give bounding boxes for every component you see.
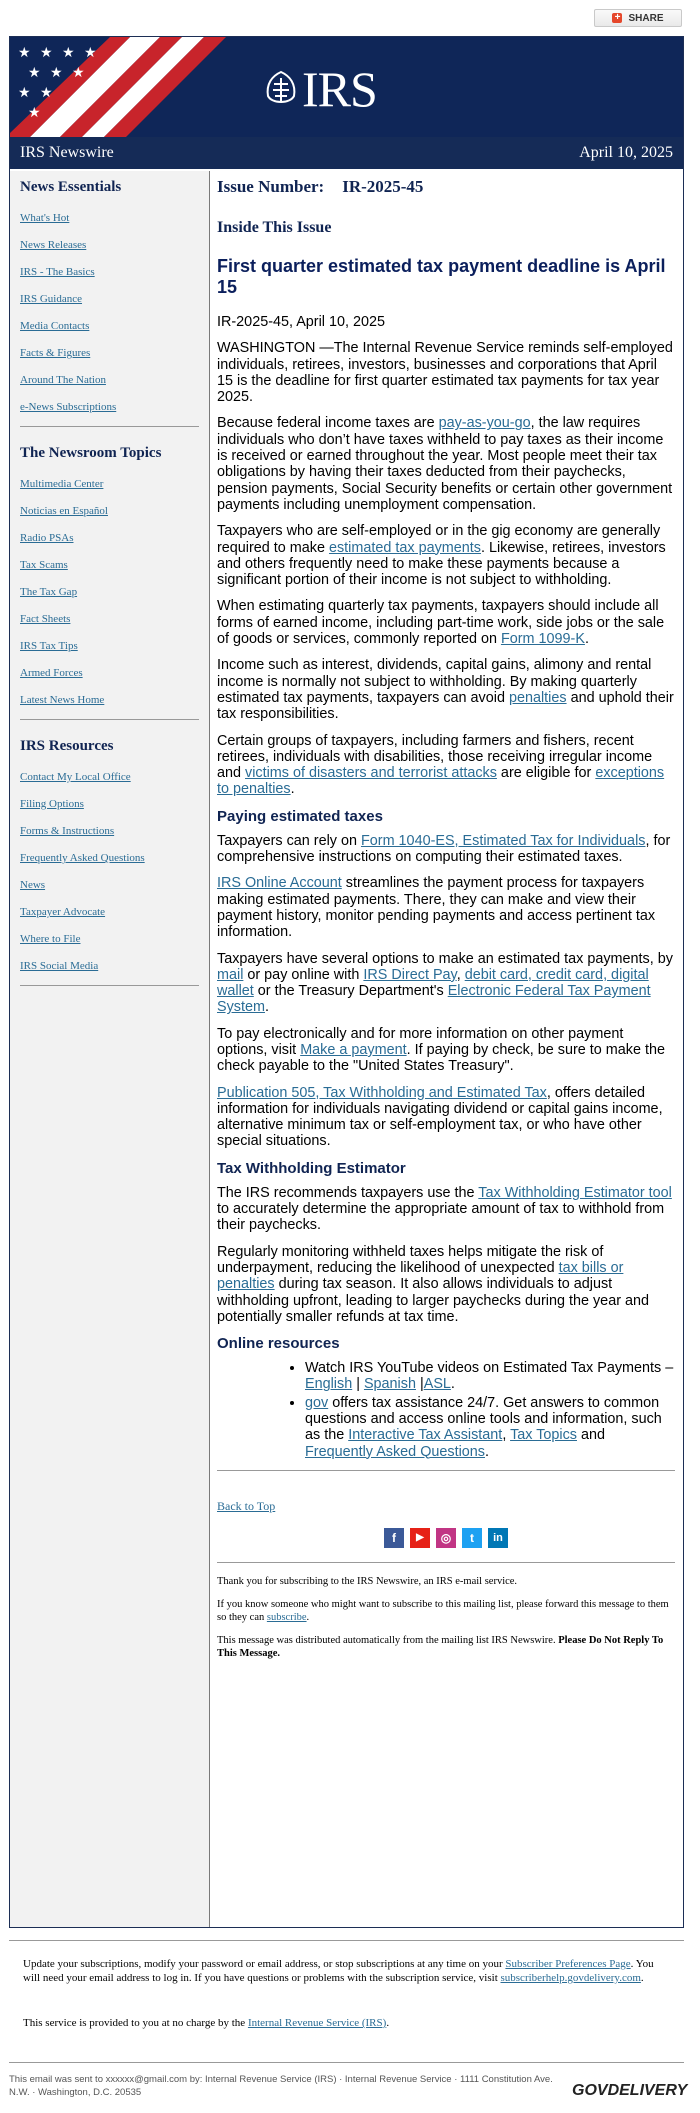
paragraph: WASHINGTON —The Internal Revenue Service reminds self-employed individuals, retirees, investors, businesses and corporations that April 15 is the deadline for first quarter estimated tax payments for tax year 2025.	[217, 340, 673, 406]
withholding-estimator-link[interactable]: Tax Withholding Estimator tool	[478, 1184, 672, 1201]
svg-text:★: ★	[18, 86, 31, 101]
penalty-exceptions-link[interactable]: exceptions to penalties	[217, 765, 665, 798]
subscriber-preferences-link[interactable]: Subscriber Preferences Page	[505, 1958, 631, 1970]
sidebar-link[interactable]: Latest News Home	[20, 694, 105, 706]
sidebar-section-title: News Essentials	[20, 179, 122, 195]
linkedin-icon[interactable]: in	[488, 1528, 508, 1548]
divider	[217, 1470, 675, 1471]
irs-gov-link[interactable]: gov	[305, 1394, 329, 1411]
share-button[interactable]: + SHARE	[594, 9, 682, 27]
section-heading: Paying estimated taxes	[217, 807, 383, 825]
inside-heading: Inside This Issue	[217, 219, 332, 236]
sidebar-link[interactable]: Where to File	[20, 933, 81, 945]
paragraph: The IRS recommends taxpayers use the Tax Withholding Estimator tool to accurately determine the appropriate amount of tax to withhold from their paychecks.	[217, 1184, 672, 1234]
auto-text: This message was distributed automatically from the mailing list IRS Newswire. Please Do Not Reply To This Message.	[217, 1634, 664, 1659]
sidebar-link[interactable]: Multimedia Center	[20, 478, 104, 490]
newswire-bar	[10, 137, 683, 169]
tax-topics-link[interactable]: Tax Topics	[510, 1427, 577, 1444]
facebook-icon[interactable]: f	[384, 1528, 404, 1548]
estimated-tax-payments-link[interactable]: estimated tax payments	[328, 539, 481, 556]
paragraph: Income such as interest, dividends, capital gains, alimony and rental income is normally not subject to withholding. By making quarterly estimated tax payments, taxpayers can avoid penalties and uphold their tax responsibilities.	[217, 657, 674, 723]
plus-icon: +	[612, 13, 622, 23]
irs-logo: IRS	[264, 69, 377, 109]
sidebar-link[interactable]: e-News Subscriptions	[20, 401, 117, 413]
make-payment-link[interactable]: Make a payment	[300, 1041, 407, 1058]
sidebar-link[interactable]: Frequently Asked Questions	[20, 852, 145, 864]
sidebar-link[interactable]: IRS Tax Tips	[20, 640, 78, 652]
divider	[217, 1562, 675, 1563]
main-content	[215, 171, 677, 1670]
sidebar-link[interactable]: IRS - The Basics	[20, 266, 95, 278]
interactive-assistant-link[interactable]: Interactive Tax Assistant	[348, 1427, 503, 1444]
resource-list	[217, 1360, 675, 1460]
flag-graphic	[10, 37, 230, 137]
irs-link[interactable]: Internal Revenue Service (IRS)	[247, 2017, 387, 2029]
sidebar-link[interactable]: Radio PSAs	[20, 532, 74, 544]
service-text: This service is provided to you at no charge by the Internal Revenue Service (IRS).	[23, 2017, 390, 2029]
update-text: Update your subscriptions, modify your password or email address, or stop subscriptions at any time on your Subscriber Preferences Page. You will need your email address to log in. If you have questions or problems with the subscription service, visit subscriberhelp.govdelivery.com.	[23, 1958, 654, 1984]
sidebar-link[interactable]: News	[20, 879, 46, 891]
paragraph: Taxpayers have several options to make an estimated tax payments, by mail or pay online with IRS Direct Pay, debit card, credit card, digital wallet or the Treasury Department's Electronic Federal Tax Payment System.	[217, 950, 673, 1016]
sidebar-link[interactable]: Armed Forces	[20, 667, 83, 679]
sidebar-link[interactable]: Filing Options	[20, 798, 84, 810]
svg-text:★: ★	[84, 46, 97, 61]
sidebar-link[interactable]: Tax Scams	[20, 559, 68, 571]
paragraph: Publication 505, Tax Withholding and Estimated Tax, offers detailed information for individuals navigating dividend or capital gains income, alternative minimum tax or self-employment tax, or who have other special situations.	[217, 1084, 663, 1150]
sidebar-divider	[20, 985, 199, 986]
twitter-icon[interactable]: t	[462, 1528, 482, 1548]
subscribe-link[interactable]: subscribe	[266, 1611, 307, 1623]
sidebar-link[interactable]: What's Hot	[20, 212, 70, 224]
eftps-link[interactable]: Electronic Federal Tax Payment System	[217, 983, 651, 1016]
svg-text:★: ★	[62, 46, 75, 61]
svg-text:★: ★	[18, 46, 31, 61]
instagram-icon[interactable]: ◎	[436, 1528, 456, 1548]
sidebar-link[interactable]: Forms & Instructions	[20, 825, 115, 837]
sidebar-divider	[20, 719, 199, 720]
thanks-text: Thank you for subscribing to the IRS Newswire, an IRS e-mail service.	[217, 1575, 518, 1587]
pay-as-you-go-link[interactable]: pay-as-you-go	[438, 415, 531, 432]
social-links	[217, 1528, 675, 1548]
sidebar-link[interactable]: Facts & Figures	[20, 347, 91, 359]
sidebar-link[interactable]: The Tax Gap	[20, 586, 78, 598]
spanish-video-link[interactable]: Spanish	[363, 1376, 416, 1393]
forward-text: If you know someone who might want to subscribe to this mailing list, please forward this message to them so they can subscribe.	[217, 1598, 669, 1623]
newswire-title: IRS Newswire	[20, 144, 114, 161]
sidebar-link[interactable]: Taxpayer Advocate	[20, 906, 106, 918]
sidebar	[10, 171, 210, 1927]
sidebar-link[interactable]: Around The Nation	[20, 374, 106, 386]
faq-link[interactable]: Frequently Asked Questions	[305, 1443, 485, 1460]
section-heading: Tax Withholding Estimator	[217, 1159, 406, 1177]
sidebar-link[interactable]: IRS Social Media	[20, 960, 99, 972]
svg-text:★: ★	[50, 66, 63, 81]
dateline: IR-2025-45, April 10, 2025	[217, 314, 386, 330]
sidebar-link[interactable]: Fact Sheets	[20, 613, 71, 625]
list-item: • Watch IRS YouTube videos on Estimated Tax Payments – English | Spanish |ASL.	[305, 1360, 675, 1393]
sidebar-divider	[20, 426, 199, 427]
newswire-date: April 10, 2025	[579, 144, 673, 161]
subscriber-help-link[interactable]: subscriberhelp.govdelivery.com	[500, 1972, 641, 1984]
youtube-icon[interactable]: ▶	[410, 1528, 430, 1548]
svg-text:★: ★	[72, 66, 85, 81]
disaster-victims-link[interactable]: victims of disasters and terrorist attacks	[245, 765, 497, 782]
back-to-top-link[interactable]: Back to Top	[217, 1498, 276, 1513]
paragraph: Because federal income taxes are pay-as-you-go, the law requires individuals who don’t have taxes withheld to pay taxes as their income is received or earned throughout the year. Most people meet their tax obligations by having their taxes deducted from their paychecks, pension payments, Social Security benefits or certain other government payments including unemployment compensation.	[217, 415, 673, 513]
paragraph: Taxpayers who are self-employed or in the gig economy are generally required to make estimated tax payments. Likewise, retirees, investors and others frequently need to make these payments because a significant portion of their income is not subject to withholding.	[217, 523, 666, 589]
asl-video-link[interactable]: ASL	[423, 1376, 451, 1393]
article-headline: First quarter estimated tax payment deadline is April 15	[217, 256, 666, 297]
govdelivery-logo: GOVDELIVERY	[572, 2082, 688, 2099]
paragraph: To pay electronically and for more information on other payment options, visit Make a payment. If paying by check, be sure to make the check payable to the "United States Treasury".	[217, 1025, 665, 1075]
sidebar-section-title: The Newsroom Topics	[20, 445, 162, 461]
sent-to-text: This email was sent to xxxxxx@gmail.com by: Internal Revenue Service (IRS) · Internal Revenue Service · 1111 Constitution Ave. N.W. · Washington, D.C. 20535	[9, 2074, 553, 2098]
paragraph: Certain groups of taxpayers, including farmers and fishers, recent retirees, individuals with disabilities, those receiving irregular income and victims of disasters and terrorist attacks are eligible for exceptions to penalties.	[217, 732, 665, 798]
sidebar-link[interactable]: Contact My Local Office	[20, 771, 131, 783]
penalties-link[interactable]: penalties	[508, 689, 567, 706]
card-wallet-link[interactable]: debit card, credit card, digital wallet	[217, 966, 649, 1000]
sidebar-link[interactable]: Noticias en Español	[20, 505, 108, 517]
form-1040es-link[interactable]: Form 1040-ES, Estimated Tax for Individuals	[360, 832, 646, 849]
form-1099k-link[interactable]: Form 1099-K	[500, 631, 585, 648]
direct-pay-link[interactable]: IRS Direct Pay	[363, 966, 457, 983]
eagle-icon	[264, 70, 298, 108]
online-account-link[interactable]: IRS Online Account	[217, 875, 342, 892]
english-video-link[interactable]: English	[305, 1376, 353, 1393]
mail-link[interactable]: mail	[217, 966, 244, 983]
sidebar-link[interactable]: Media Contacts	[20, 320, 90, 332]
issue-number: Issue Number: IR-2025-45	[217, 177, 424, 196]
svg-text:★: ★	[28, 66, 41, 81]
sidebar-section-title: IRS Resources	[20, 738, 114, 754]
svg-text:★: ★	[40, 86, 53, 101]
paragraph: Taxpayers can rely on Form 1040-ES, Estimated Tax for Individuals, for comprehensive instructions on computing their estimated taxes.	[217, 832, 671, 866]
newsletter-frame	[9, 36, 684, 1928]
publication-505-link[interactable]: Publication 505, Tax Withholding and Estimated Tax	[217, 1084, 547, 1101]
paragraph: IRS Online Account streamlines the payment process for taxpayers making estimated payments. There, they can make and view their payment history, monitor pending payments and access pertinent tax information.	[217, 875, 656, 941]
section-heading: Online resources	[217, 1335, 340, 1353]
sidebar-link[interactable]: IRS Guidance	[20, 293, 83, 305]
paragraph: When estimating quarterly tax payments, taxpayers should include all forms of earned income, including part-time work, side jobs or the sale of goods or services, commonly reported on Form 1099-K.	[217, 598, 665, 648]
header-banner	[10, 37, 683, 137]
paragraph: Regularly monitoring withheld taxes helps mitigate the risk of underpayment, reducing the likelihood of unexpected tax bills or penalties during tax season. It also allows individuals to adjust withholding upfront, leading to larger paychecks during the year and potentially smaller refunds at tax time.	[217, 1243, 649, 1325]
svg-text:★: ★	[40, 46, 53, 61]
footer-divider	[9, 2062, 684, 2063]
svg-text:★: ★	[28, 106, 41, 121]
tax-bills-link[interactable]: tax bills or penalties	[217, 1259, 624, 1293]
footer-divider	[9, 1940, 684, 1941]
sidebar-link[interactable]: News Releases	[20, 239, 87, 251]
list-item: • gov offers tax assistance 24/7. Get answers to common questions and access online tools and information, such as the Interactive Tax Assistant, Tax Topics and Frequently Asked Questions.	[305, 1395, 675, 1460]
